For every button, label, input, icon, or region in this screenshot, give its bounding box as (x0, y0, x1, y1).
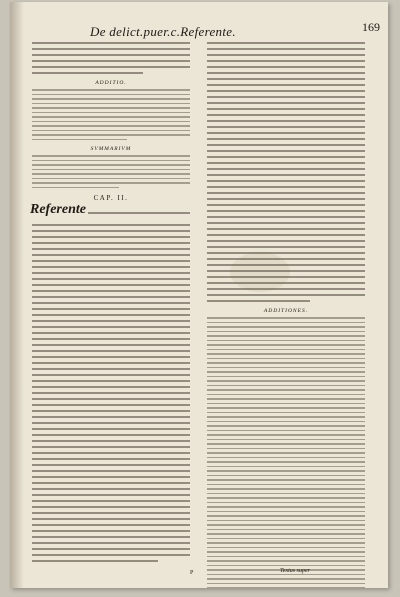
text-line (207, 367, 365, 369)
text-line (32, 236, 190, 238)
text-line (32, 458, 190, 460)
text-line (207, 538, 365, 540)
text-line (207, 371, 365, 373)
text-line (32, 266, 190, 268)
text-line (32, 512, 190, 514)
text-line (32, 155, 190, 157)
text-line (207, 317, 365, 319)
text-line (32, 278, 190, 280)
text-line (207, 547, 365, 549)
text-line (207, 416, 365, 418)
text-line (207, 120, 365, 122)
text-line (32, 242, 190, 244)
text-line (32, 98, 190, 100)
text-line (207, 264, 365, 266)
text-line (207, 520, 365, 522)
text-block-top (32, 42, 190, 74)
text-line (32, 446, 190, 448)
text-line (32, 178, 190, 180)
text-line (32, 139, 127, 141)
text-line (32, 130, 190, 132)
text-line (32, 42, 190, 44)
text-line (207, 511, 365, 513)
text-line (32, 416, 190, 418)
text-line (32, 121, 190, 123)
text-line (207, 282, 365, 284)
text-line (32, 48, 190, 50)
text-line (207, 48, 365, 50)
chapter-opening (30, 202, 190, 220)
text-line (207, 506, 365, 508)
text-line (207, 186, 365, 188)
summary-heading: SVMMARIVM (90, 146, 132, 152)
text-line (207, 578, 365, 580)
text-line (207, 174, 365, 176)
text-line (32, 374, 190, 376)
text-line (207, 66, 365, 68)
text-line (207, 551, 365, 553)
text-line (207, 252, 365, 254)
main-text-right (207, 42, 365, 302)
text-line (32, 518, 190, 520)
text-line (32, 308, 190, 310)
text-line (32, 134, 190, 136)
text-line (207, 457, 365, 459)
text-line (32, 260, 190, 262)
text-line (32, 254, 190, 256)
text-line (32, 536, 190, 538)
text-line (207, 524, 365, 526)
text-line (32, 290, 190, 292)
text-line (32, 548, 190, 550)
text-line (207, 60, 365, 62)
text-line (32, 482, 190, 484)
text-line (207, 452, 365, 454)
text-line (32, 506, 190, 508)
text-line (207, 556, 365, 558)
text-line (32, 326, 190, 328)
text-line (207, 389, 365, 391)
text-line (207, 228, 365, 230)
text-line (32, 320, 190, 322)
text-line (207, 210, 365, 212)
text-line (207, 234, 365, 236)
text-line (207, 331, 365, 333)
text-line (32, 314, 190, 316)
text-line (207, 102, 365, 104)
text-line (32, 464, 190, 466)
text-line (32, 182, 190, 184)
text-line (32, 107, 190, 109)
text-line (207, 466, 365, 468)
text-line (207, 529, 365, 531)
text-line (32, 284, 190, 286)
text-line (207, 198, 365, 200)
text-line (207, 443, 365, 445)
text-line (32, 554, 190, 556)
right-column (207, 42, 365, 588)
text-line (207, 349, 365, 351)
text-line (207, 403, 365, 405)
text-line (207, 461, 365, 463)
text-line (32, 224, 190, 226)
text-line (207, 434, 365, 436)
text-line (207, 222, 365, 224)
chapter-heading: CAP. II. (93, 194, 129, 202)
text-line (207, 204, 365, 206)
text-line (207, 533, 365, 535)
text-line (207, 340, 365, 342)
text-line (32, 187, 119, 189)
text-line (32, 125, 190, 127)
text-line (207, 168, 365, 170)
text-line (207, 560, 365, 562)
text-line (32, 332, 190, 334)
text-line (207, 326, 365, 328)
text-line (207, 470, 365, 472)
text-line (207, 502, 365, 504)
text-line (32, 89, 190, 91)
text-line (207, 322, 365, 324)
text-line (32, 72, 143, 74)
text-line (207, 407, 365, 409)
text-line (32, 368, 190, 370)
text-line (32, 103, 190, 105)
text-line (32, 173, 190, 175)
text-line (207, 42, 365, 44)
text-line (207, 144, 365, 146)
text-line (32, 60, 190, 62)
text-line (207, 216, 365, 218)
text-line (207, 72, 365, 74)
text-line (32, 230, 190, 232)
text-line (207, 425, 365, 427)
text-line (207, 430, 365, 432)
text-line (32, 112, 190, 114)
text-line (32, 362, 190, 364)
additiones-text (207, 317, 365, 588)
additio-text (32, 89, 190, 140)
text-line (32, 452, 190, 454)
text-line (32, 302, 190, 304)
text-line (207, 362, 365, 364)
text-line (207, 515, 365, 517)
text-line (32, 380, 190, 382)
text-line (207, 126, 365, 128)
text-line (207, 150, 365, 152)
text-line (207, 358, 365, 360)
text-line (32, 94, 190, 96)
text-line (32, 338, 190, 340)
text-line (207, 497, 365, 499)
text-line (207, 156, 365, 158)
text-line (207, 583, 365, 585)
text-line (207, 412, 365, 414)
text-line (32, 530, 190, 532)
text-line (207, 96, 365, 98)
running-head-title: De delict.puer.c.Referente. (90, 24, 236, 39)
main-text-left (32, 224, 190, 562)
text-line (32, 476, 190, 478)
text-line (207, 78, 365, 80)
text-line (32, 66, 190, 68)
text-line (207, 484, 365, 486)
text-line (32, 488, 190, 490)
text-line (207, 138, 365, 140)
text-line (207, 488, 365, 490)
text-line (32, 428, 190, 430)
text-line (207, 335, 365, 337)
text-line (207, 587, 365, 588)
text-line (207, 246, 365, 248)
running-head (90, 20, 380, 40)
text-line (32, 434, 190, 436)
text-line (32, 160, 190, 162)
text-line (32, 169, 190, 171)
text-line (32, 494, 190, 496)
text-line (207, 398, 365, 400)
text-line (32, 524, 190, 526)
summary-text (32, 155, 190, 188)
text-line (207, 439, 365, 441)
text-line (32, 356, 190, 358)
text-line (207, 276, 365, 278)
text-line (207, 542, 365, 544)
text-line (32, 500, 190, 502)
text-line (207, 380, 365, 382)
text-line (207, 258, 365, 260)
dropcap-word: Referente (30, 202, 86, 217)
folio-number: 169 (362, 20, 380, 34)
text-line (207, 162, 365, 164)
text-line (207, 294, 365, 296)
text-line (32, 422, 190, 424)
text-line (32, 296, 190, 298)
gutter-shadow (10, 2, 24, 588)
additiones-heading: ADDITIONES. (263, 308, 309, 314)
text-line (32, 248, 190, 250)
book-page (10, 2, 388, 588)
text-line (207, 421, 365, 423)
text-line (32, 398, 190, 400)
text-line (32, 350, 190, 352)
text-line (32, 404, 190, 406)
text-line (207, 108, 365, 110)
text-line (207, 54, 365, 56)
left-column (32, 42, 190, 568)
text-line (207, 84, 365, 86)
text-line (207, 240, 365, 242)
text-line (207, 565, 365, 567)
text-line (32, 560, 158, 562)
signature-mark: P (190, 570, 194, 576)
text-line (32, 392, 190, 394)
text-line (207, 90, 365, 92)
text-line (207, 192, 365, 194)
additio-heading: ADDITIO. (95, 80, 127, 86)
text-line (207, 385, 365, 387)
text-line (207, 493, 365, 495)
catchword: Textus super (280, 568, 310, 574)
text-line (207, 394, 365, 396)
text-line (32, 116, 190, 118)
text-line (32, 272, 190, 274)
text-line (207, 288, 365, 290)
text-line (207, 448, 365, 450)
text-line (207, 353, 365, 355)
text-line (207, 180, 365, 182)
text-line (32, 470, 190, 472)
text-line (207, 376, 365, 378)
text-line (32, 542, 190, 544)
text-line (32, 386, 190, 388)
text-line (207, 300, 310, 302)
text-line (32, 440, 190, 442)
text-line (207, 114, 365, 116)
text-line (32, 164, 190, 166)
text-line (32, 344, 190, 346)
text-line (207, 344, 365, 346)
text-line (207, 132, 365, 134)
text-line (207, 479, 365, 481)
text-line (207, 270, 365, 272)
text-line (207, 475, 365, 477)
text-line (32, 410, 190, 412)
text-line (32, 54, 190, 56)
